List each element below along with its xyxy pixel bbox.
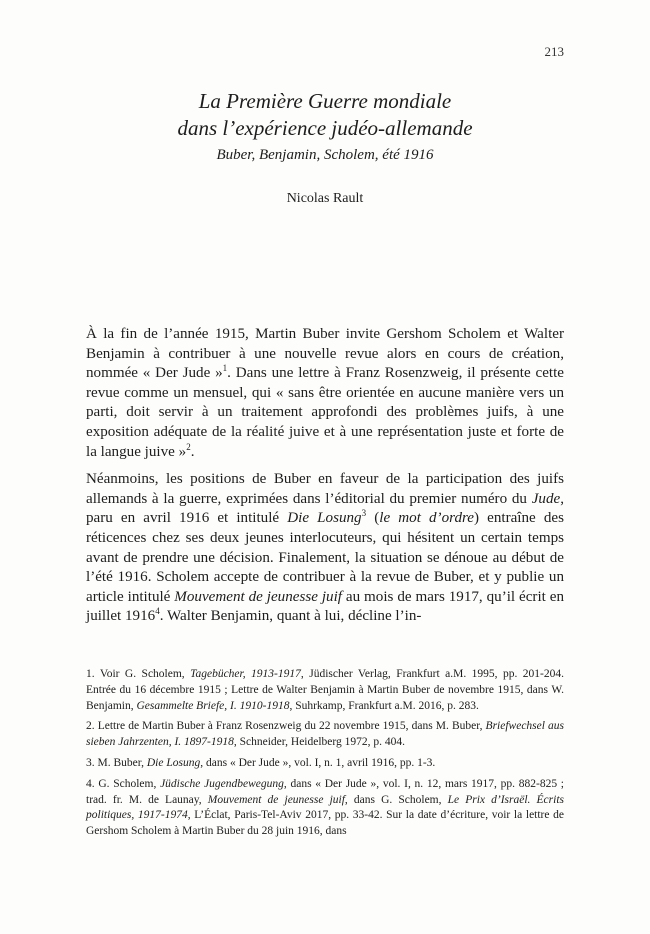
italic-run: Jude xyxy=(531,490,561,507)
footnote-ref-4[interactable]: 4 xyxy=(155,606,160,617)
paragraph-2 xyxy=(86,470,564,627)
title-line-2: dans l’expérience judéo-allemande xyxy=(177,116,473,140)
text-run: , paru en avril 1916 et intitulé xyxy=(86,490,564,527)
italic-run: Briefwechsel aus sieben Jahrzenten, I. 1897-1918 xyxy=(86,720,564,749)
text-run: 4. G. Scholem, xyxy=(86,777,161,790)
title-line-1: La Première Guerre mondiale xyxy=(198,89,452,113)
subtitle: Buber, Benjamin, Scholem, été 1916 xyxy=(216,147,434,163)
italic-run: Mouvement de jeunesse juif xyxy=(174,588,342,605)
text-run: , dans G. Scholem, xyxy=(344,793,448,806)
footnote-1 xyxy=(86,667,564,714)
italic-run: Jüdische Jugendbewegung xyxy=(160,777,284,790)
footnote-3 xyxy=(86,756,564,772)
body-text xyxy=(86,325,564,627)
text-run: , dans « Der Jude », vol. I, n. 1, avril 1916, pp. 1-3. xyxy=(200,756,436,769)
footnote-ref-1[interactable]: 1 xyxy=(222,363,228,374)
italic-run: Die Losung xyxy=(146,756,201,769)
italic-run: Gesammelte Briefe, I. 1910-1918 xyxy=(136,699,290,712)
italic-run: Mouvement de jeunesse juif xyxy=(207,793,345,806)
text-run: 2. Lettre de Martin Buber à Franz Rosenzweig du 22 novembre 1915, dans M. Buber, xyxy=(86,720,486,733)
text-run: . Walter Benjamin, quant à lui, décline l’in- xyxy=(159,608,422,625)
paragraph-1 xyxy=(86,325,564,462)
italic-run: Le Prix d’Israël. Écrits politiques, 1917-1974 xyxy=(86,793,564,822)
page-number: 213 xyxy=(544,44,564,59)
text-run: ( xyxy=(366,510,380,527)
footnote-2 xyxy=(86,719,564,751)
text-run: ) entraîne des réticences chez ses deux jeunes interlocuteurs, qui hésitent un certain temps avant de prendre une décision. Finalement, la situation se dénoue au début de l’été 1916. Scholem accepte de contribuer à la revue de Buber, et y publie un article intitulé xyxy=(86,510,564,605)
footnote-ref-2[interactable]: 2 xyxy=(186,441,191,452)
text-run: 3. M. Buber, xyxy=(86,756,147,769)
text-run: , Jüdischer Verlag, Frankfurt a.M. 1995, pp. 201-204. Entrée du 16 décembre 1915 ; Lettre de Walter Benjamin à Martin Buber de novembre 1915, dans W. Benjamin, xyxy=(86,668,564,712)
text-run: , L’Éclat, Paris-Tel-Aviv 2017, pp. 33-42. Sur la date d’écriture, voir la lettre de Gershom Scholem à Martin Buber du 28 juin 1916, dans xyxy=(86,809,565,838)
text-run: , Schneider, Heidelberg 1972, p. 404. xyxy=(233,736,406,749)
author-name: Nicolas Rault xyxy=(286,191,364,206)
footnotes xyxy=(86,667,564,845)
footnote-ref-3[interactable]: 3 xyxy=(361,508,367,519)
title-block xyxy=(86,88,564,207)
italic-run: Tagebücher, 1913-1917 xyxy=(190,668,301,680)
text-run: au mois de mars 1917, qu’il écrit en juillet 1916 xyxy=(86,588,565,625)
text-run: , dans « Der Jude », vol. I, n. 12, mars 1917, pp. 882-825 ; trad. fr. M. de Launay, xyxy=(86,777,564,806)
italic-run: le mot d’ordre xyxy=(379,510,474,527)
text-run: À la fin de l’année 1915, Martin Buber invite Gershom Scholem et Walter Benjamin à contribuer à une nouvelle revue alors en cours de création, nommée « Der Jude » xyxy=(86,326,564,382)
text-run: 1. Voir G. Scholem, xyxy=(86,668,191,680)
text-run: . xyxy=(190,443,195,460)
italic-run: Die Losung xyxy=(287,510,362,527)
text-run: . Dans une lettre à Franz Rosenzweig, il présente cette revue comme un mensuel, qui « sans être orientée en aucune manière vers un parti, doit servir à un traitement approfondi des problèmes juifs, à une exposition adéquate de la réalité juive et à une représentation juste et forte de la langue juive » xyxy=(86,365,564,460)
text-run: Néanmoins, les positions de Buber en faveur de la participation des juifs allemands à la guerre, exprimées dans l’éditorial du premier numéro du xyxy=(86,471,564,507)
footnote-4 xyxy=(86,777,564,840)
text-run: , Suhrkamp, Frankfurt a.M. 2016, p. 283. xyxy=(289,699,479,712)
